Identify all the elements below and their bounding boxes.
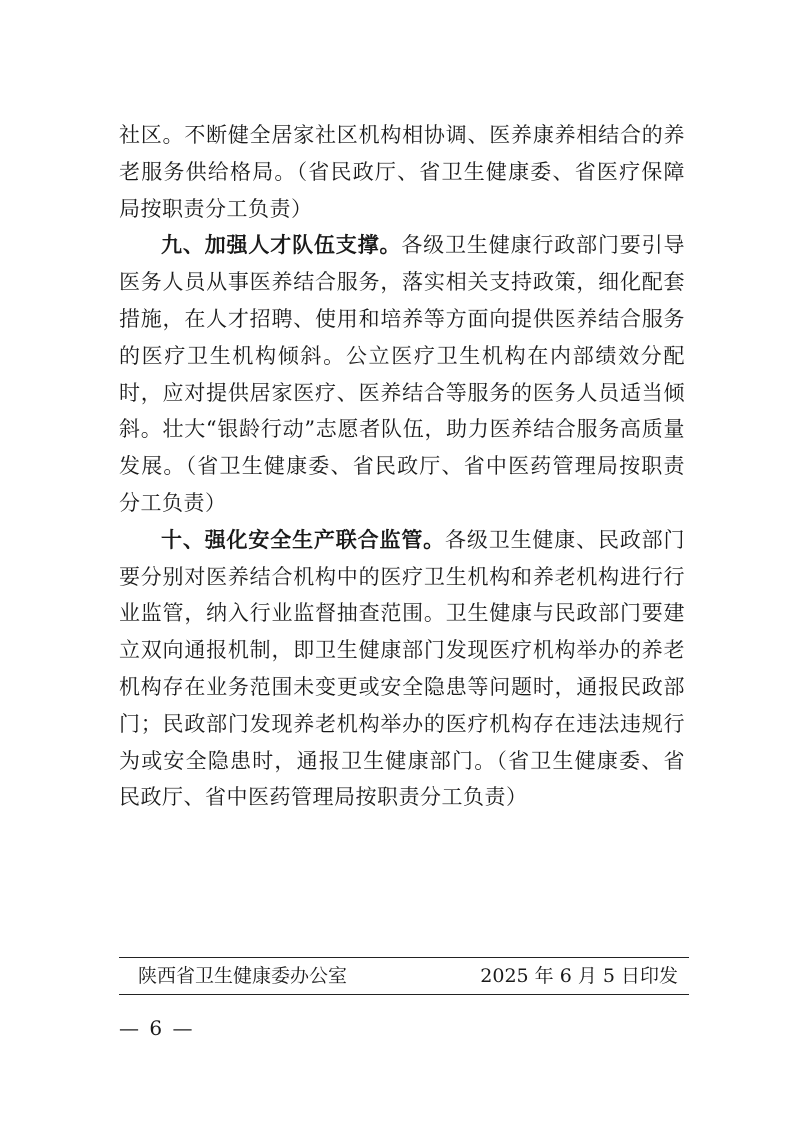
footer-issue-date: 2025 年 6 月 5 日印发 [480, 965, 678, 987]
footer-bottom-rule [119, 994, 689, 995]
section-heading: 十、强化安全生产联合监管。 [161, 526, 446, 552]
footer-issuer: 陕西省卫生健康委办公室 [138, 965, 348, 987]
footer-top-rule [119, 957, 689, 958]
paragraph-section-ten [119, 522, 685, 816]
paragraph-text: 各级卫生健康、民政部门要分别对医养结合机构中的医疗卫生机构和养老机构进行行业监管，纳入行业监督抽查范围。卫生健康与民政部门要建立双向通报机制，即卫生健康部门发现医疗机构举办的养老机构存在业务范围未变更或安全隐患等问题时，通报民政部门；民政部门发现养老机构举办的医疗机构存在违法违规行为或安全隐患时，通报卫生健康部门。（省卫生健康委、省民政厅、省中医药管理局按职责分工负责） [119, 527, 686, 810]
paragraph-text: 各级卫生健康行政部门要引导医务人员从事医养结合服务，落实相关支持政策，细化配套措施，在人才招聘、使用和培养等方面向提供医养结合服务的医疗卫生机构倾斜。公立医疗卫生机构在内部绩效分配时，应对提供居家医疗、医养结合等服务的医务人员适当倾斜。壮大“银龄行动”志愿者队伍，助力医养结合服务高质量发展。（省卫生健康委、省民政厅、省中医药管理局按职责分工负责） [119, 233, 686, 515]
paragraph-section-nine [119, 227, 685, 521]
page-number: — 6 — [119, 1016, 195, 1040]
paragraph-text: 社区。不断健全居家社区机构相协调、医养康养相结合的养老服务供给格局。（省民政厅、省卫生健康委、省医疗保障局按职责分工负责） [119, 123, 685, 221]
document-body [119, 117, 685, 816]
paragraph-continuation [119, 117, 685, 227]
section-heading: 九、加强人才队伍支撑。 [161, 232, 402, 258]
